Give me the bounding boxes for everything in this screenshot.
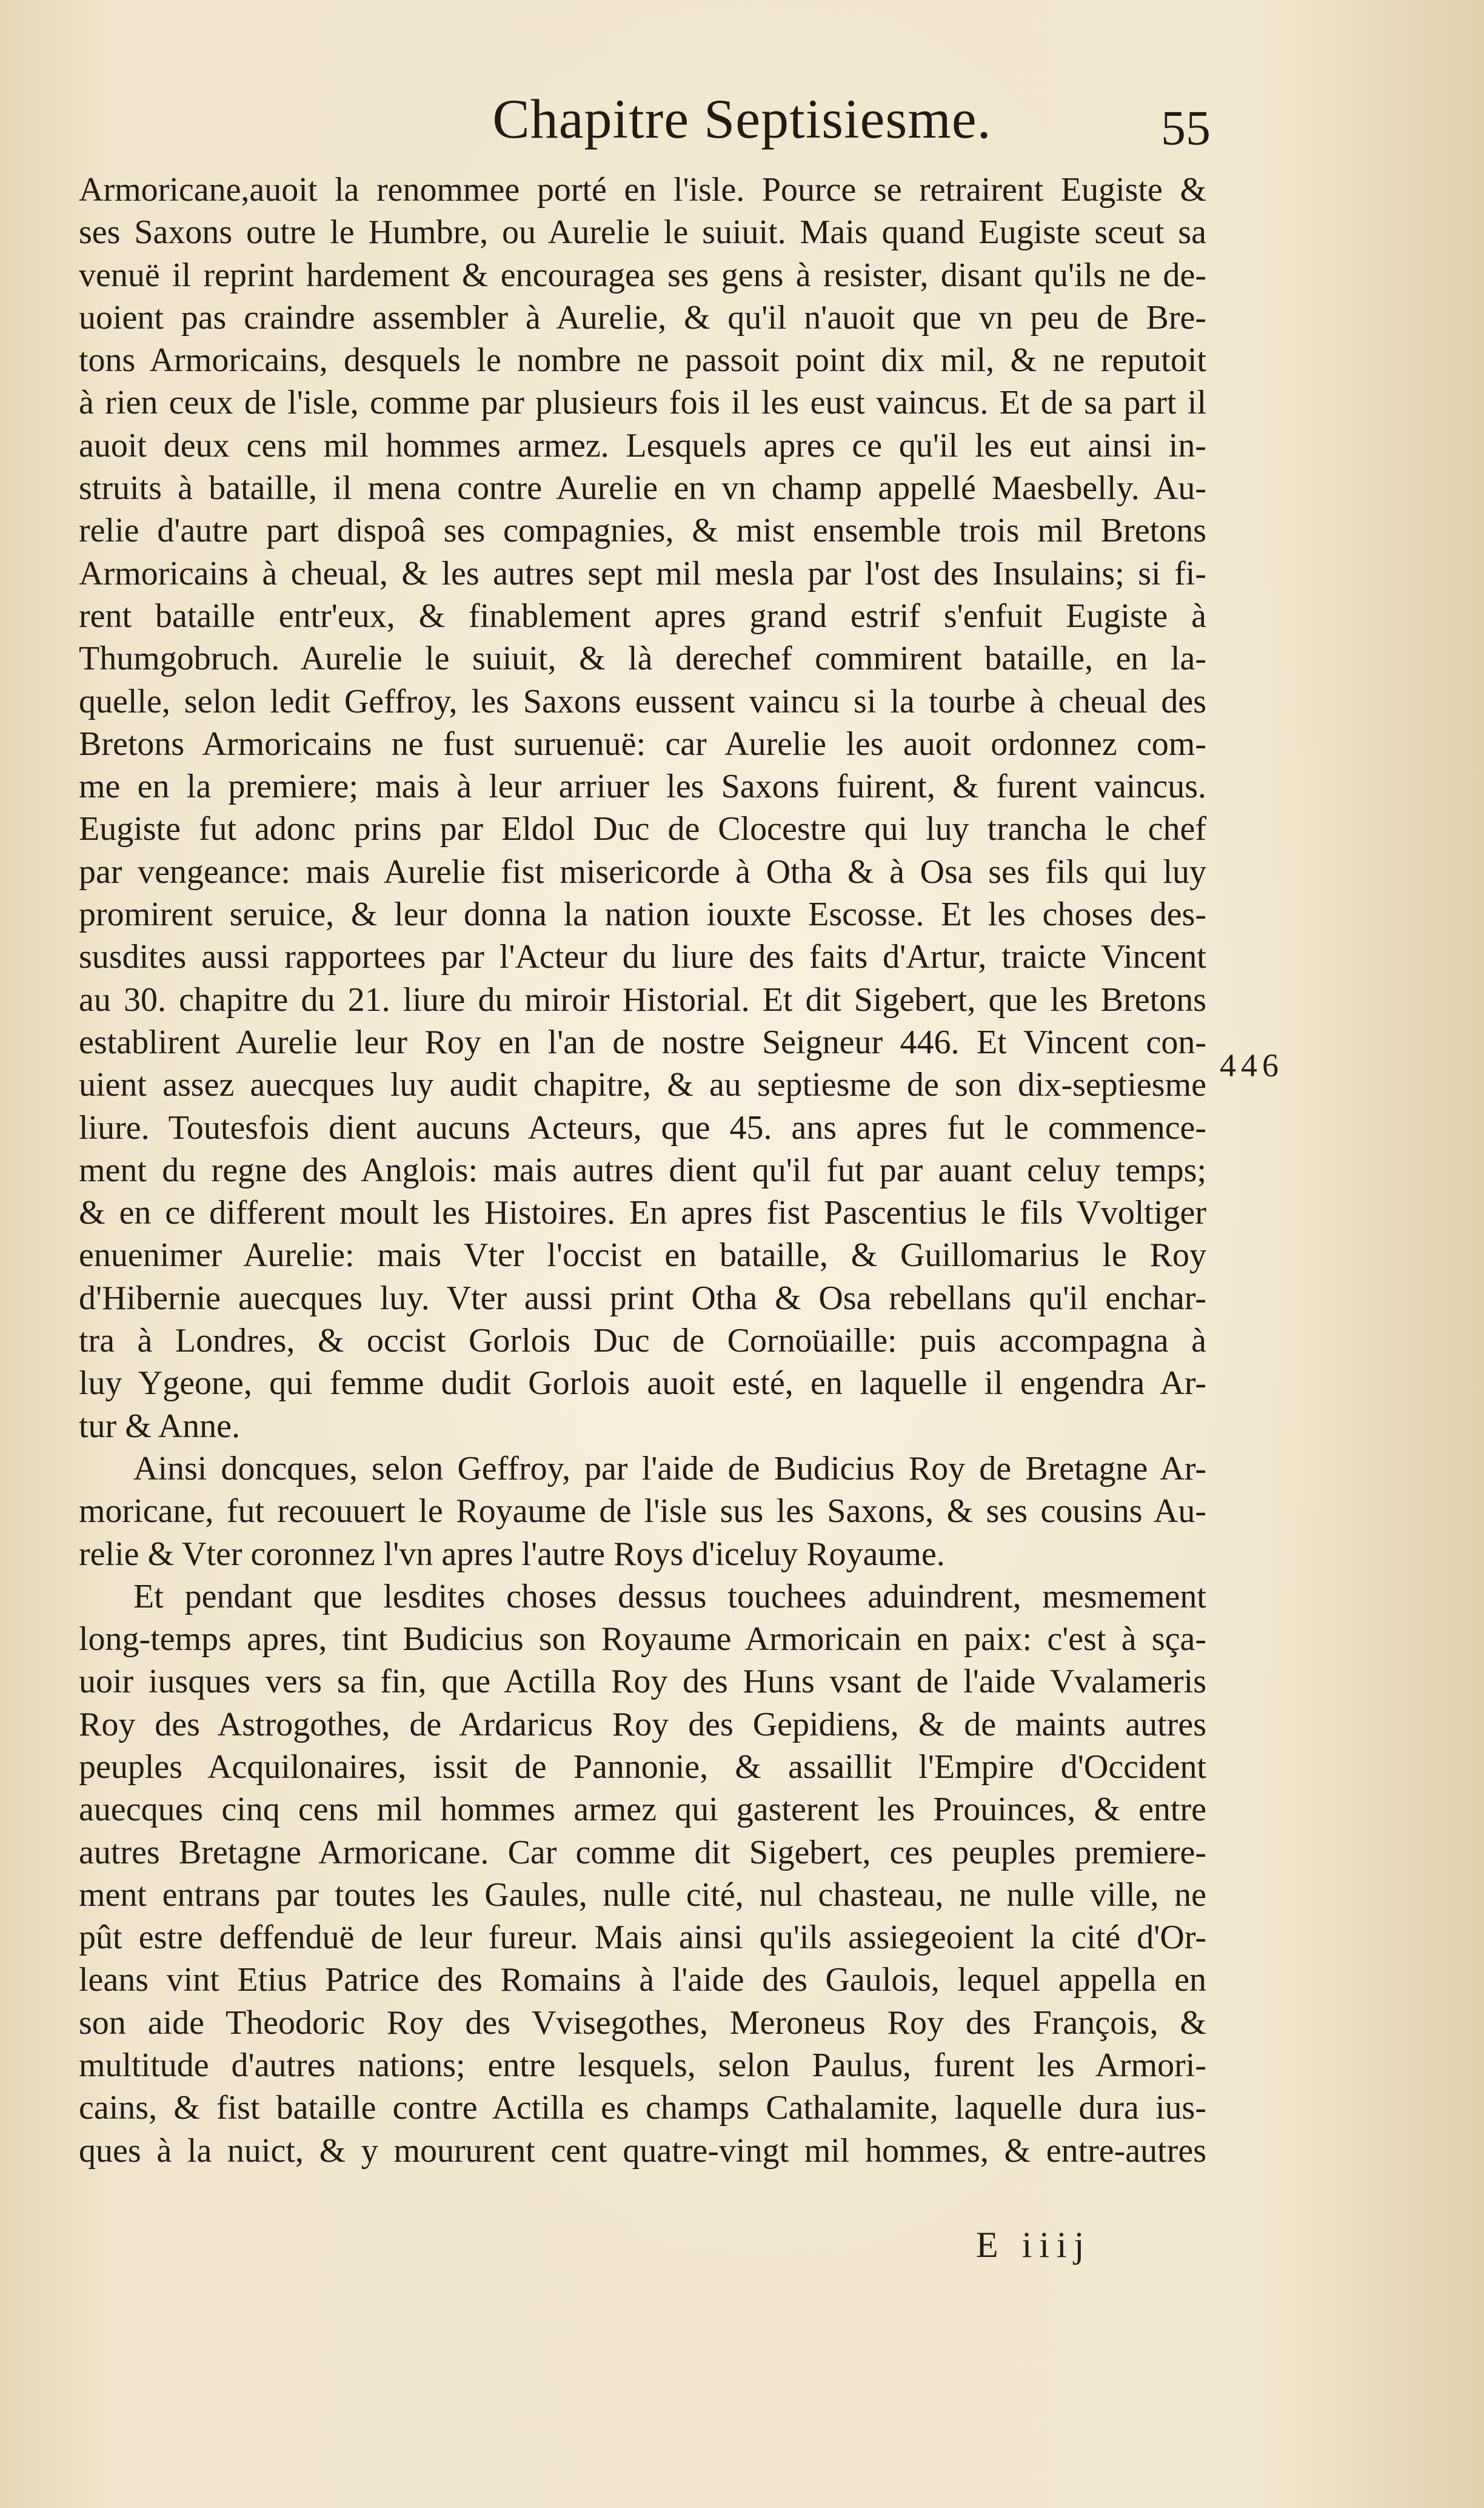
text-line: uoient pas craindre assembler à Aurelie, & qu'il n'auoit que vn peu de Bre-: [79, 298, 1206, 337]
chapter-title: Chapitre Septisiesme.: [492, 88, 992, 150]
text-line: ment entrans par toutes les Gaules, nulle cité, nul chasteau, ne nulle ville, ne: [79, 1876, 1206, 1914]
text-line: par vengeance: mais Aurelie fist misericorde à Otha & à Osa ses fils qui luy: [79, 853, 1206, 891]
text-line: & en ce different moult les Histoires. En apres fist Pascentius le fils Vvoltiger: [79, 1194, 1206, 1232]
text-line: ment du regne des Anglois: mais autres dient qu'il fut par auant celuy temps;: [79, 1151, 1206, 1189]
signature-mark: E iiij: [976, 2225, 1092, 2265]
text-line: Thumgobruch. Aurelie le suiuit, & là derechef commirent bataille, en la-: [79, 640, 1206, 678]
text-line: me en la premiere; mais à leur arriuer les Saxons fuirent, & furent vaincus.: [79, 768, 1206, 806]
text-line: autres Bretagne Armoricane. Car comme dit Sigebert, ces peuples premiere-: [79, 1833, 1206, 1871]
text-line: ques à la nuict, & y moururent cent quatre-vingt mil hommes, & entre-autres: [79, 2131, 1206, 2170]
text-line: relie & Vter coronnez l'vn apres l'autre Roys d'iceluy Royaume.: [79, 1535, 945, 1573]
text-line: establirent Aurelie leur Roy en l'an de nostre Seigneur 446. Et Vincent con-: [79, 1023, 1206, 1061]
text-line: promirent seruice, & leur donna la nation iouxte Escosse. Et les choses des-: [79, 896, 1206, 934]
text-line: Ainsi doncques, selon Geffroy, par l'aide de Budicius Roy de Bretagne Ar-: [133, 1449, 1206, 1487]
text-line: auoit deux cens mil hommes armez. Lesquels apres ce qu'il les eut ainsi in-: [79, 426, 1206, 464]
text-line: pût estre deffenduë de leur fureur. Mais ainsi qu'ils assiegeoient la cité d'Or-: [79, 1919, 1206, 1957]
text-line: multitude d'autres nations; entre lesquels, selon Paulus, furent les Armori-: [79, 2047, 1206, 2085]
text-line: auecques cinq cens mil hommes armez qui gasterent les Prouinces, & entre: [79, 1791, 1206, 1829]
text-line: relie d'autre part dispoâ ses compagnies, & mist ensemble trois mil Bretons: [79, 512, 1206, 550]
text-line: uoir iusques vers sa fin, que Actilla Roy des Huns vsant de l'aide Vvalameris: [79, 1663, 1206, 1701]
text-line: venuë il reprint hardement & encouragea ses gens à resister, disant qu'ils ne de-: [79, 256, 1206, 294]
text-line: moricane, fut recouuert le Royaume de l'isle sus les Saxons, & ses cousins Au-: [79, 1492, 1206, 1531]
text-line: quelle, selon ledit Geffroy, les Saxons eussent vaincu si la tourbe à cheual des: [79, 682, 1206, 720]
text-line: leans vint Etius Patrice des Romains à l'aide des Gaulois, lequel appella en: [79, 1961, 1206, 1999]
text-line: liure. Toutesfois dient aucuns Acteurs, que 45. ans apres fut le commence-: [79, 1108, 1206, 1147]
text-line: susdites aussi rapportees par l'Acteur du liure des faits d'Artur, traicte Vincent: [79, 938, 1206, 976]
text-line: tons Armoricains, desquels le nombre ne passoit point dix mil, & ne reputoit: [79, 341, 1206, 380]
body-text: [79, 169, 1206, 2172]
text-line: tra à Londres, & occist Gorlois Duc de Cornoüaille: puis accompagna à: [79, 1322, 1206, 1360]
text-line: tur & Anne.: [79, 1407, 240, 1445]
text-line: struits à bataille, il mena contre Aurelie en vn champ appellé Maesbelly. Au-: [79, 469, 1206, 508]
text-line: enuenimer Aurelie: mais Vter l'occist en bataille, & Guillomarius le Roy: [79, 1236, 1206, 1275]
page-number: 55: [1161, 100, 1211, 155]
text-line: Eugiste fut adonc prins par Eldol Duc de Clocestre qui luy trancha le chef: [79, 810, 1206, 848]
text-line: uient assez auecques luy audit chapitre, & au septiesme de son dix-septiesme: [79, 1066, 1206, 1104]
text-line: au 30. chapitre du 21. liure du miroir Historial. Et dit Sigebert, que les Bretons: [79, 981, 1206, 1019]
text-line: Armoricains à cheual, & les autres sept mil mesla par l'ost des Insulains; si fi-: [79, 554, 1206, 592]
text-line: Et pendant que lesdites choses dessus touchees aduindrent, mesmement: [133, 1577, 1206, 1615]
text-line: rent bataille entr'eux, & finablement apres grand estrif s'enfuit Eugiste à: [79, 597, 1206, 635]
text-line: ses Saxons outre le Humbre, ou Aurelie le suiuit. Mais quand Eugiste sceut sa: [79, 213, 1206, 252]
text-line: cains, & fist bataille contre Actilla es champs Cathalamite, laquelle dura ius-: [79, 2089, 1206, 2127]
text-line: à rien ceux de l'isle, comme par plusieurs fois il les eust vaincus. Et de sa part il: [79, 384, 1206, 422]
text-line: Armoricane,auoit la renommee porté en l'isle. Pource se retrairent Eugiste &: [79, 171, 1206, 209]
margin-date-note: 446: [1220, 1047, 1283, 1084]
text-line: Bretons Armoricains ne fust suruenuë: car Aurelie les auoit ordonnez com-: [79, 725, 1206, 763]
text-line: long-temps apres, tint Budicius son Royaume Armoricain en paix: c'est à sça-: [79, 1620, 1206, 1658]
text-line: d'Hibernie auecques luy. Vter aussi print Otha & Osa rebellans qu'il enchar-: [79, 1279, 1206, 1317]
text-line: son aide Theodoric Roy des Vvisegothes, Meroneus Roy des François, &: [79, 2003, 1206, 2042]
text-line: peuples Acquilonaires, issit de Pannonie, & assaillit l'Empire d'Occident: [79, 1748, 1206, 1786]
text-line: luy Ygeone, qui femme dudit Gorlois auoit esté, en laquelle il engendra Ar-: [79, 1364, 1206, 1403]
text-line: Roy des Astrogothes, de Ardaricus Roy des Gepidiens, & de maints autres: [79, 1705, 1206, 1743]
